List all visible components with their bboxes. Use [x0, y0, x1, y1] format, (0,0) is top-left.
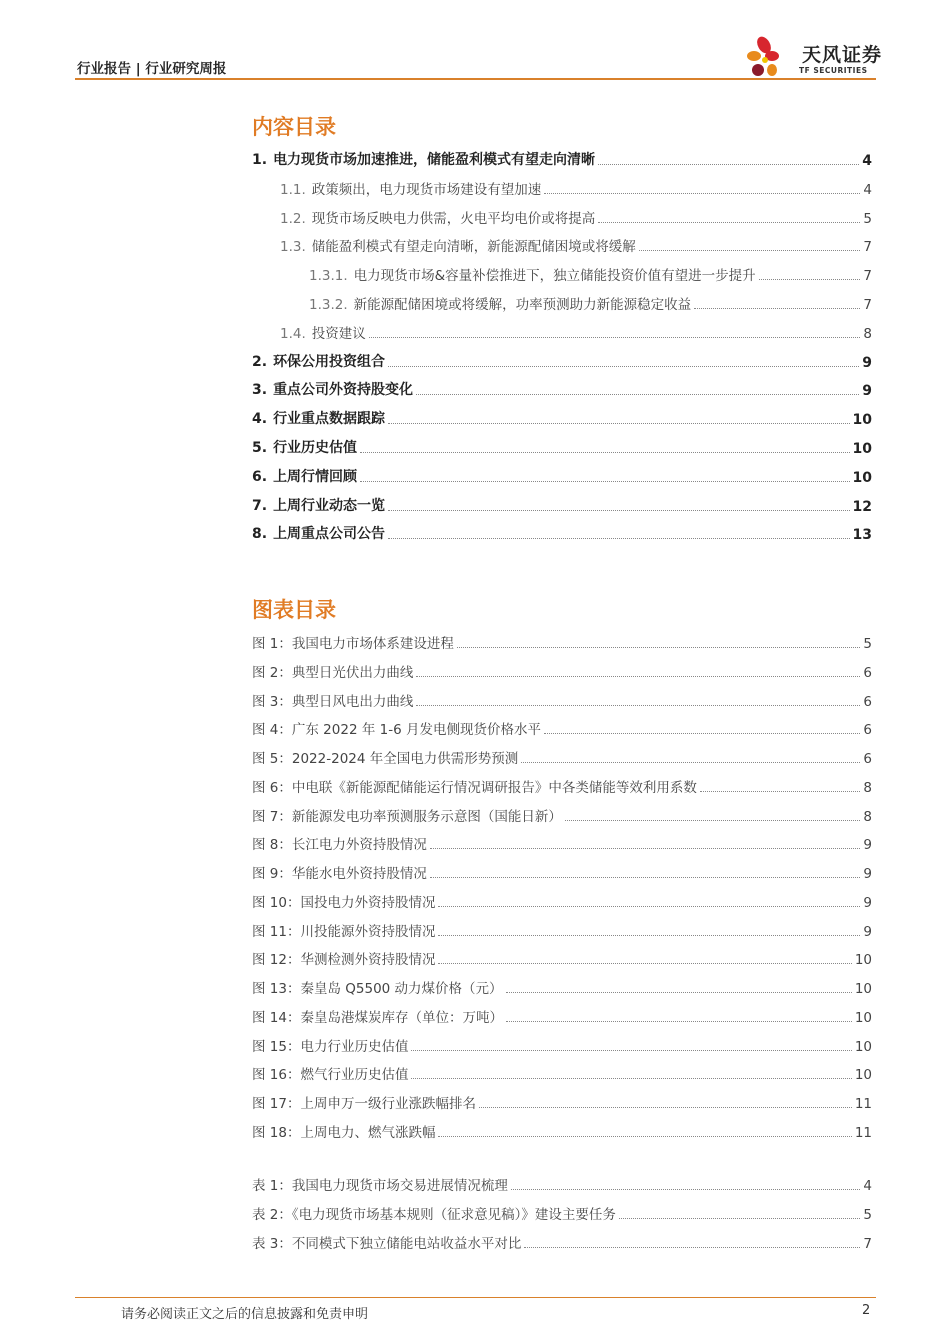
toc-entry-text: 电力现货市场&容量补偿推进下，独立储能投资价值有望进一步提升: [353, 268, 756, 285]
toc-entry-text: 图 11：川投能源外资持股情况: [252, 923, 436, 940]
dot-leader: [411, 1078, 851, 1079]
toc-entry-title: [280, 178, 541, 198]
toc-entry-page: 10: [854, 1067, 872, 1084]
toc-entry-title: [309, 264, 756, 284]
toc-entry-page: 7: [863, 239, 872, 256]
dot-leader: [479, 1107, 852, 1108]
toc-entry-page: 11: [854, 1096, 872, 1112]
dot-leader: [521, 762, 860, 763]
toc-entry-title: [252, 1121, 435, 1141]
toc-entry[interactable]: [252, 975, 872, 997]
dot-leader: [700, 791, 861, 792]
dot-leader: [416, 705, 860, 706]
toc-entry[interactable]: [252, 1004, 872, 1026]
toc-entry-text: 新能源配储困境或将缓解，功率预测助力新能源稳定收益: [353, 297, 692, 313]
dot-leader: [438, 906, 860, 907]
toc-entry-title: [252, 1035, 408, 1055]
toc-entry-page: 4: [863, 1178, 872, 1194]
toc-entry-text: 现货市场反映电力供需，火电平均电价或将提高: [311, 210, 596, 227]
toc-entry-text: 表 1：我国电力现货市场交易进展情况梳理: [252, 1178, 508, 1194]
toc-entry-text: 表 2：《电力现货市场基本规则（征求意见稿）》建设主要任务: [252, 1206, 616, 1223]
toc-entry-text: 上周行业动态一览: [273, 497, 386, 514]
toc-entry-number: 5.: [252, 440, 268, 456]
toc-entry-title: [280, 322, 366, 342]
toc-entry-text: 储能盈利模式有望走向清晰，新能源配储困境或将缓解: [311, 239, 636, 256]
toc-entry[interactable]: [252, 1090, 872, 1112]
toc-entry-title: [252, 862, 427, 882]
toc-entry[interactable]: [252, 1230, 872, 1252]
toc-entry-page: 7: [863, 297, 872, 313]
toc-entry-text: 图 17：上周申万一级行业涨跌幅排名: [252, 1096, 476, 1112]
toc-entry-title: [252, 776, 697, 796]
dot-leader: [388, 423, 849, 424]
flower-icon: [747, 34, 779, 76]
toc-entry-title: [252, 379, 413, 399]
toc-entry-page: 12: [852, 498, 872, 515]
dot-leader: [565, 820, 861, 821]
toc-entry-title: [309, 293, 691, 313]
toc-entry[interactable]: [252, 1201, 872, 1223]
toc-entry-page: 11: [854, 1124, 872, 1141]
toc-entry-text: 图 1：我国电力市场体系建设进程: [252, 636, 454, 652]
toc-entry-page: 9: [863, 894, 872, 911]
figures-title: 图表目录: [252, 598, 336, 622]
toc-entry-title: [252, 408, 385, 428]
toc-entry-text: 图 12：华测检测外资持股情况: [252, 952, 436, 969]
toc-entry-text: 电力现货市场加速推进，储能盈利模式有望走向清晰: [273, 152, 596, 168]
toc-entry-title: [252, 437, 357, 457]
toc-entry-number: 4.: [252, 411, 268, 428]
toc-entry-number: 1.1.: [280, 181, 306, 198]
toc-entry-page: 7: [863, 1235, 872, 1252]
logo-wordmark: 天风证券: [802, 44, 883, 66]
toc-entry-page: 6: [863, 751, 872, 767]
dot-leader: [598, 222, 860, 223]
dot-leader: [438, 1136, 851, 1137]
toc-entry-page: 9: [863, 866, 872, 882]
toc-entry[interactable]: [252, 435, 872, 457]
toc-entry-title: [252, 718, 541, 738]
toc-entry-number: 3.: [252, 382, 268, 399]
toc-entry-text: 图 2：典型日光伏出力曲线: [252, 664, 414, 681]
toc-entry-text: 图 13：秦皇岛 Q5500 动力煤价格（元）: [252, 981, 503, 997]
toc-entry-number: 1.2.: [280, 210, 306, 227]
toc-entry-title: [252, 149, 595, 169]
toc-entry-page: 10: [852, 412, 872, 429]
toc-entry[interactable]: [252, 464, 872, 486]
report-category: 行业报告 | 行业研究周报: [77, 61, 227, 77]
toc-entry-page: 6: [863, 693, 872, 710]
toc-entry-text: 行业重点数据跟踪: [273, 411, 386, 428]
toc-entry-page: 4: [862, 153, 872, 169]
toc-entry-text: 图 16：燃气行业历史估值: [252, 1067, 409, 1084]
toc-entry-page: 9: [862, 383, 872, 400]
toc-entry[interactable]: [252, 1061, 872, 1083]
dot-leader: [759, 279, 861, 280]
toc-entry[interactable]: [252, 860, 872, 882]
dot-leader: [694, 308, 860, 309]
page-number: 2: [862, 1303, 871, 1318]
toc-entry-page: 8: [863, 779, 872, 796]
toc-entry-text: 图 4：广东 2022 年 1-6 月发电侧现货价格水平: [252, 722, 541, 739]
dot-leader: [598, 164, 859, 165]
toc-entry-number: 1.3.: [280, 239, 306, 256]
dot-leader: [388, 538, 849, 539]
toc-entry-title: [252, 690, 413, 710]
toc-entry-page: 5: [863, 1206, 872, 1223]
toc-entry[interactable]: [309, 291, 872, 313]
toc-entry-text: 图 10：国投电力外资持股情况: [252, 894, 436, 911]
toc-entry-number: 6.: [252, 468, 268, 485]
toc-entry-title: [252, 948, 435, 968]
toc-entry-page: 10: [852, 441, 872, 457]
dot-leader: [360, 452, 849, 453]
toc-entry[interactable]: [252, 1172, 872, 1194]
toc-entry[interactable]: [252, 1119, 872, 1141]
dot-leader: [524, 1247, 860, 1248]
dot-leader: [457, 647, 861, 648]
toc-entry[interactable]: [252, 493, 872, 515]
toc-entry-number: 8.: [252, 526, 268, 543]
toc-entry-text: 图 14：秦皇岛港煤炭库存（单位：万吨）: [252, 1009, 503, 1026]
toc-entry-page: 10: [854, 1009, 872, 1026]
toc-entry-page: 5: [863, 210, 872, 227]
toc-entry-page: 8: [863, 325, 872, 342]
toc-entry-title: [280, 207, 595, 227]
toc-entry[interactable]: [252, 716, 872, 738]
toc-entry-title: [252, 891, 435, 911]
toc-entry-number: 1.3.1.: [309, 268, 348, 285]
dot-leader: [506, 992, 852, 993]
toc-entry-title: [252, 466, 357, 486]
toc-entry-page: 9: [863, 923, 872, 940]
toc-entry[interactable]: [252, 406, 872, 428]
toc-entry-page: 9: [863, 837, 872, 854]
dot-leader: [639, 250, 861, 251]
toc-entry-text: 表 3：不同模式下独立储能电站收益水平对比: [252, 1235, 522, 1252]
toc-entry-page: 9: [862, 354, 872, 371]
toc-entry-title: [252, 1174, 508, 1194]
toc-entry[interactable]: [252, 688, 872, 710]
toc-entry[interactable]: [252, 659, 872, 681]
dot-leader: [506, 1021, 852, 1022]
toc-entry[interactable]: [252, 377, 872, 399]
toc-entry-title: [252, 805, 562, 825]
dot-leader: [388, 366, 859, 367]
toc-entry-page: 7: [863, 268, 872, 285]
toc-entry[interactable]: [252, 147, 872, 169]
toc-entry-text: 图 6：中电联《新能源配储能运行情况调研报告》中各类储能等效利用系数: [252, 779, 697, 796]
toc-entry-title: [252, 977, 503, 997]
toc-entry-title: [252, 747, 518, 767]
toc-entry-page: 6: [863, 664, 872, 681]
toc-entry-number: 1.3.2.: [309, 297, 348, 313]
toc-entry[interactable]: [252, 521, 872, 543]
toc-entry-text: 环保公用投资组合: [273, 353, 386, 370]
dot-leader: [430, 848, 861, 849]
toc-entry-text: 重点公司外资持股变化: [273, 382, 414, 399]
toc-entry-text: 图 9：华能水电外资持股情况: [252, 866, 427, 882]
toc-entry[interactable]: [252, 774, 872, 796]
toc-entry-text: 图 3：典型日风电出力曲线: [252, 693, 414, 710]
toc-entry[interactable]: [280, 176, 872, 198]
toc-entry[interactable]: [252, 889, 872, 911]
toc-entry-text: 政策频出，电力现货市场建设有望加速: [311, 181, 542, 198]
toc-entry[interactable]: [252, 946, 872, 968]
dot-leader: [511, 1189, 861, 1190]
toc-entry-title: [252, 523, 385, 543]
toc-entry-text: 投资建议: [311, 325, 366, 342]
toc-entry[interactable]: [252, 745, 872, 767]
toc-entry[interactable]: [252, 349, 872, 371]
dot-leader: [369, 337, 861, 338]
toc-entry[interactable]: [252, 831, 872, 853]
toc-entry-page: 10: [854, 1038, 872, 1055]
dot-leader: [544, 733, 860, 734]
toc-entry[interactable]: [280, 320, 872, 342]
toc-entry-number: 1.: [252, 152, 268, 168]
toc-entry[interactable]: [252, 630, 872, 652]
logo-subtitle: TF SECURITIES: [799, 66, 868, 75]
footer-divider: [75, 1297, 876, 1298]
toc-entry-text: 上周行情回顾: [273, 468, 358, 485]
toc-entry-title: [252, 833, 427, 853]
dot-leader: [544, 193, 860, 194]
toc-entry-page: 6: [863, 722, 872, 739]
toc-entry[interactable]: [252, 803, 872, 825]
dot-leader: [388, 510, 849, 511]
toc-entry-page: 8: [863, 808, 872, 825]
dot-leader: [619, 1218, 861, 1219]
dot-leader: [360, 481, 849, 482]
toc-entry-text: 图 18：上周电力、燃气涨跌幅: [252, 1124, 436, 1141]
toc-entry-page: 4: [863, 181, 872, 198]
toc-entry-text: 上周重点公司公告: [273, 526, 386, 543]
toc-entry-title: [252, 1092, 476, 1112]
toc-entry-title: [252, 351, 385, 371]
toc-entry[interactable]: [252, 1033, 872, 1055]
toc-entry-text: 行业历史估值: [273, 440, 358, 456]
toc-entry-title: [252, 1063, 408, 1083]
toc-entry-title: [252, 632, 454, 652]
toc-entry-text: 图 8：长江电力外资持股情况: [252, 837, 427, 854]
toc-entry-page: 10: [854, 952, 872, 969]
toc-entry-title: [252, 661, 413, 681]
toc-entry-text: 图 15：电力行业历史估值: [252, 1038, 409, 1055]
dot-leader: [438, 935, 860, 936]
toc-entry-title: [280, 235, 636, 255]
toc-entry[interactable]: [280, 205, 872, 227]
disclaimer: 请务必阅读正文之后的信息披露和免责申明: [121, 1307, 369, 1322]
toc-entry-title: [252, 495, 385, 515]
toc-entry-number: 1.4.: [280, 325, 306, 342]
toc-entry-text: 图 7：新能源发电功率预测服务示意图（国能日新）: [252, 808, 562, 825]
toc-entry-title: [252, 920, 435, 940]
toc-entry[interactable]: [280, 233, 872, 255]
toc-entry-number: 2.: [252, 353, 268, 370]
toc-entry[interactable]: [309, 262, 872, 284]
dot-leader: [430, 877, 861, 878]
dot-leader: [411, 1050, 851, 1051]
dot-leader: [416, 676, 860, 677]
dot-leader: [438, 963, 851, 964]
toc-entry-number: 7.: [252, 497, 268, 514]
toc-entry-page: 5: [863, 636, 872, 652]
contents-title: 内容目录: [252, 115, 336, 139]
toc-entry-title: [252, 1232, 521, 1252]
toc-entry[interactable]: [252, 918, 872, 940]
toc-entry-page: 13: [852, 527, 872, 544]
toc-entry-text: 图 5：2022-2024 年全国电力供需形势预测: [252, 751, 519, 767]
dot-leader: [416, 394, 859, 395]
toc-entry-page: 10: [852, 469, 872, 486]
toc-entry-title: [252, 1006, 503, 1026]
toc-entry-page: 10: [854, 981, 872, 997]
toc-entry-title: [252, 1203, 616, 1223]
